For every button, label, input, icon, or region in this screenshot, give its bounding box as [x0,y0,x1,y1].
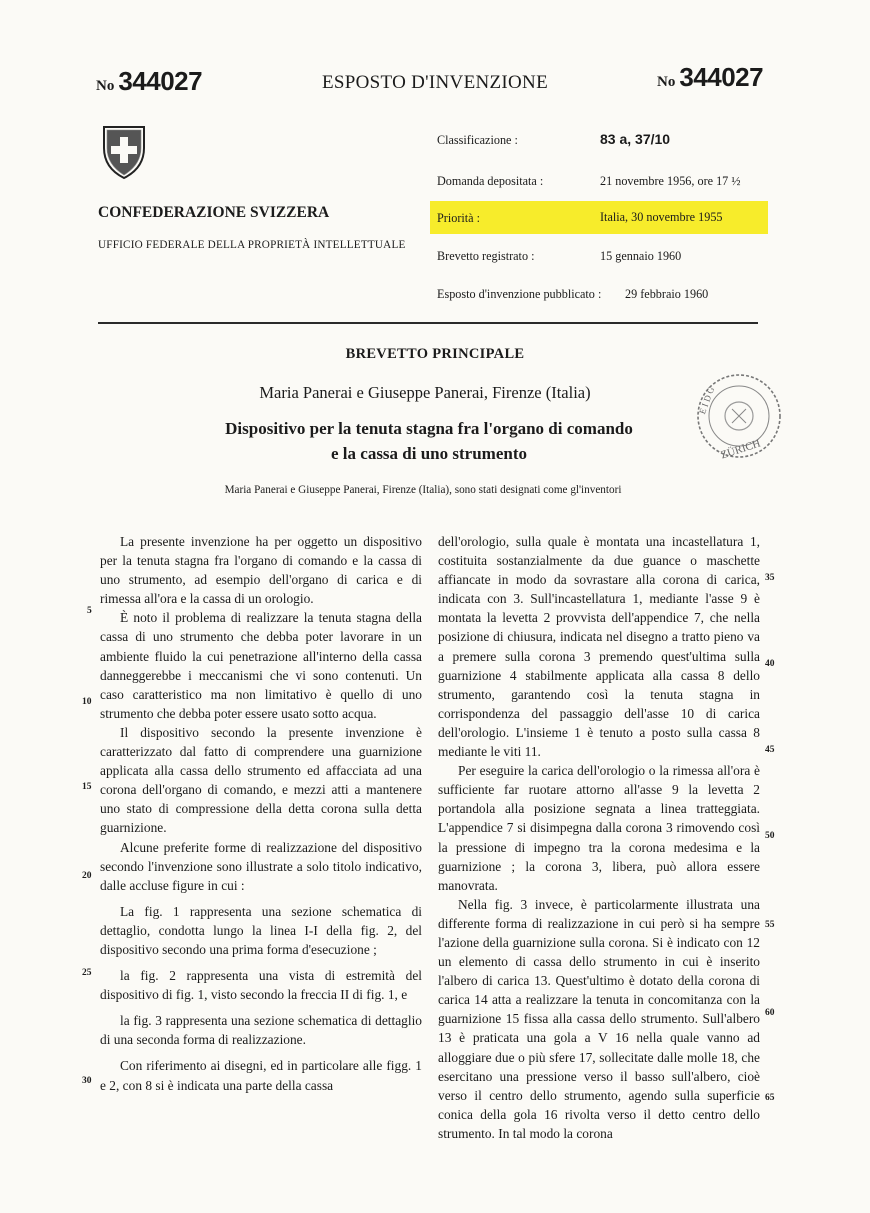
document-title: ESPOSTO D'INVENZIONE [322,72,548,93]
line-number: 25 [82,968,92,978]
number-label: No [657,74,676,90]
meta-row-priority [430,201,768,234]
paragraph: dell'orologio, sulla quale è montata una incastellatura 1, costituita sostanzialmente da due guance o maschette affiancate in modo da sovrastare alla corona di carica, indicata con 3. Sull'incastellatura 1, mediante l'asse 9 è montata la levetta 2 provvista dell'appendice 7, che nella posizione di chiusura, indicata nel disegno a tratto pieno va a premere sulla corona 3 premendo quest'ultima sulla guarnizione 4 stabilmente applicata alla cassa 8 dello strumento, garantendo così la tenuta stagna in corrispondenza del passaggio dell'asse 10 di carica dell'orologio. L'insieme 1 è tenuto a posto sulla cassa 8 mediante le viti 11. [438,534,760,760]
body-column-left [100,532,422,1095]
meta-row-published [430,280,768,308]
meta-value: 21 novembre 1956, ore 17 ½ [600,174,741,188]
organization-office: UFFICIO FEDERALE DELLA PROPRIETÀ INTELLETTUALE [98,239,406,251]
meta-row-registered [430,242,768,270]
paragraph: La fig. 1 rappresenta una sezione schematica di dettaglio, condotta lungo la linea I-I della fig. 2, del dispositivo secondo una prima forma d'esecuzione ; [100,903,422,957]
line-number: 10 [82,697,92,707]
number-value: 344027 [679,62,764,92]
line-number: 60 [765,1008,775,1018]
paragraph: la fig. 2 rappresenta una vista di estremità del dispositivo di fig. 1, visto secondo la freccia II di fig. 1, e [100,968,422,1003]
paragraph: Con riferimento ai disegni, ed in particolare alle figg. 1 e 2, con 8 si è indicata una parte della cassa [100,1058,422,1093]
svg-text:E I D G: E I D G [697,385,717,416]
line-number: 65 [765,1093,775,1103]
meta-label: Priorità : [437,211,480,225]
meta-value: 29 febbraio 1960 [625,287,709,301]
patent-number-right [657,62,763,93]
paragraph: Il dispositivo secondo la presente invenzione è caratterizzato dal fatto di comprendere una guarnizione applicata alla cassa dello strumento ed affacciata ad una corona dell'organo di comando, e mezzi atti a mantenere uno stato di compressione della detta corona sulla detta guarnizione. [100,724,422,836]
patent-number-left [96,66,202,97]
line-number: 5 [87,606,92,616]
number-label: No [96,78,115,94]
line-number: 30 [82,1076,92,1086]
meta-label: Domanda depositata : [437,174,544,188]
section-heading: BREVETTO PRINCIPALE [345,346,525,362]
line-number: 50 [765,831,775,841]
line-number: 15 [82,782,92,792]
meta-label: Classificazione : [437,133,518,147]
header-divider [98,322,758,324]
designated-inventors-note: Maria Panerai e Giuseppe Panerai, Firenze (Italia), sono stati designati come gl'inventori [224,484,622,496]
invention-title-line2: e la cassa di uno strumento [331,444,527,463]
meta-row-filed [430,167,768,195]
line-number: 55 [765,920,775,930]
paragraph: Alcune preferite forme di realizzazione del dispositivo secondo l'invenzione sono illustrate a solo titolo indicativo, dalle accluse figure in cui : [100,839,422,893]
body-column-right [438,532,760,1143]
line-number: 45 [765,745,775,755]
meta-value: Italia, 30 novembre 1955 [600,210,723,224]
paragraph: la fig. 3 rappresenta una sezione schematica di dettaglio di una seconda forma di realizzazione. [100,1013,422,1048]
line-number: 40 [765,659,775,669]
paragraph: È noto il problema di realizzare la tenuta stagna della cassa di uno strumento che debba poter lavorare in un ambiente fluido la cui penetrazione all'interno della cassa danneggerebbe i meccanismi che vi sono contenuti. Un caso caratteristico ma non limitativo è quello di uno strumento che debba poter essere usato sotto acqua. [100,610,422,721]
office-stamp-icon [694,371,784,461]
invention-title-line1: Dispositivo per la tenuta stagna fra l'organo di comando [225,419,633,438]
paragraph: La presente invenzione ha per oggetto un dispositivo per la tenuta stagna fra l'organo di comando e la cassa di uno strumento, ad esempio dell'organo di carica e di rimessa all'ora e la cassa di un orologio. [100,534,422,607]
inventors-line: Maria Panerai e Giuseppe Panerai, Firenze (Italia) [259,383,591,402]
stamp-text: ZÜRICH [719,437,763,461]
paragraph: Per eseguire la carica dell'orologio o la rimessa all'ora è sufficiente far ruotare attorno all'asse 9 la levetta 2 portandola alla posizione segnata a linea tratteggiata. L'appendice 7 si disimpegna dalla corona 3 rimovendo così la pressione di impegno tra la corona medesima e la guarnizione ; la corona 3, libera, può allora essere manovrata. [438,763,760,893]
meta-value: 15 gennaio 1960 [600,249,682,263]
meta-value: 83 a, 37/10 [600,131,671,147]
meta-label: Esposto d'invenzione pubblicato : [437,287,602,301]
meta-row-classification [430,126,768,154]
meta-label: Brevetto registrato : [437,249,535,263]
line-number: 35 [765,573,775,583]
organization-name: CONFEDERAZIONE SVIZZERA [98,204,330,221]
swiss-coat-of-arms-icon [101,124,147,180]
line-number: 20 [82,871,92,881]
number-value: 344027 [118,66,203,96]
paragraph: Nella fig. 3 invece, è particolarmente illustrata una differente forma di realizzazione in cui però si ha sempre l'azione della guarnizione sulla corona. Si è indicato con 12 un elemento di cassa dello strumento in cui è inserito l'albero di carica 13. Quest'ultimo è dotato della corona di carica 14 atta a realizzare la tenuta in concomitanza con la guarnizione 15 fissa alla cassa dello strumento. Sull'albero 13 è praticata una gola a V 16 nella quale vanno ad alloggiare due o più sfere 17, sollecitate dalle molle 18, che esercitano una pressione verso il basso sull'albero, cioè verso il centro dello strumento, agendo sulla superficie conica della gola 16 rivolta verso il detto centro dello strumento. In tal modo la corona [438,896,760,1141]
